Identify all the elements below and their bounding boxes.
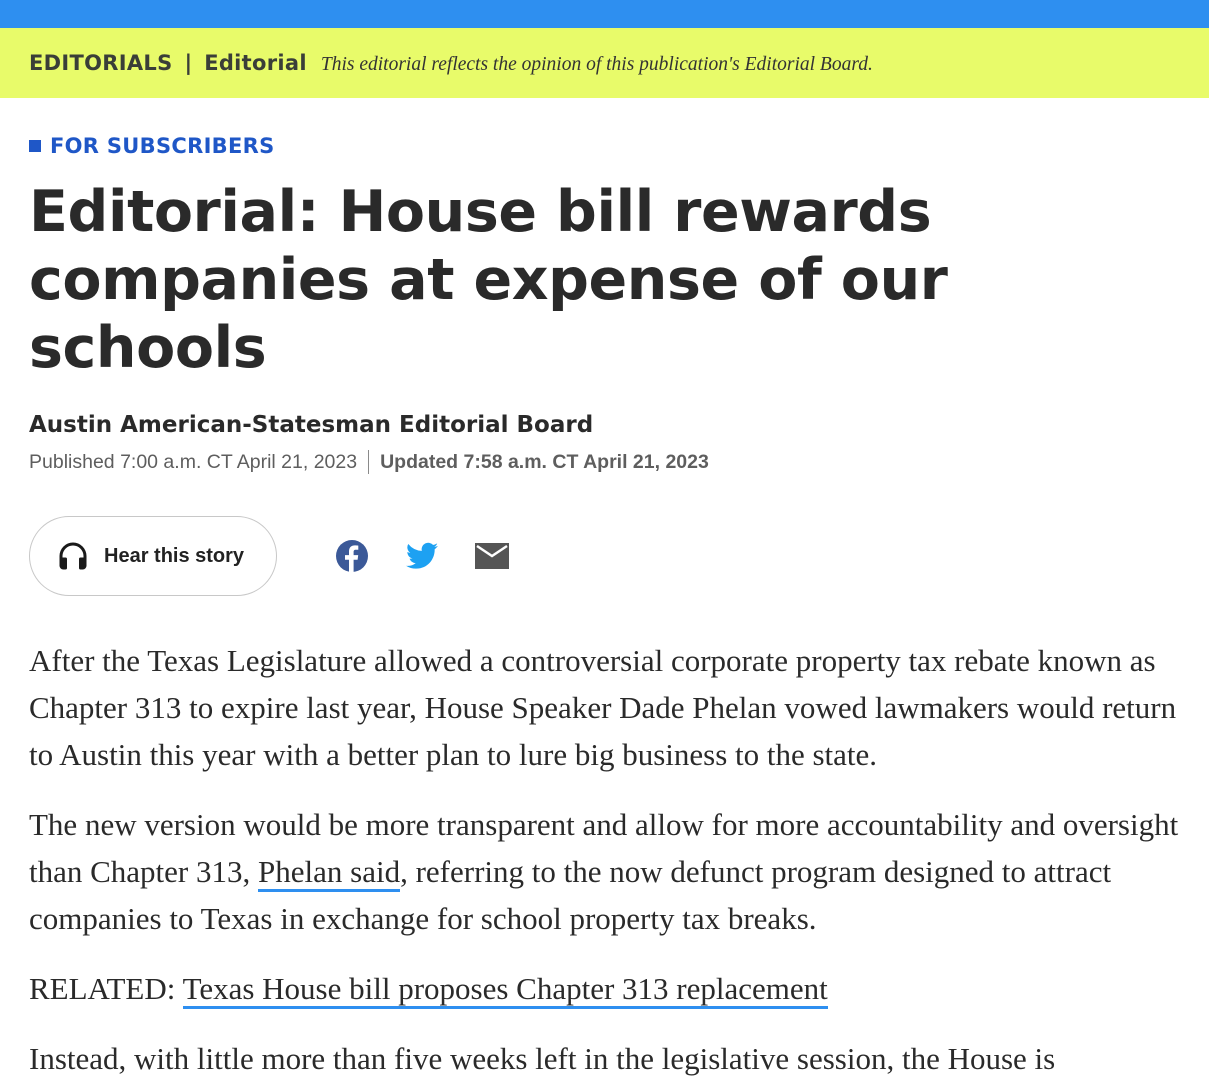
banner-separator: |	[184, 51, 193, 75]
updated-date: Updated 7:58 a.m. CT April 21, 2023	[380, 450, 709, 473]
headphones-icon	[55, 538, 91, 574]
published-date: Published 7:00 a.m. CT April 21, 2023	[29, 450, 358, 473]
section-link-editorial[interactable]: Editorial	[204, 51, 307, 75]
paragraph-2-text-a: The new version would be more transparent and allow for more accountability and oversight than Chapter 313,	[29, 807, 1179, 889]
phelan-said-link[interactable]: Phelan said	[258, 854, 400, 892]
share-buttons	[335, 539, 545, 573]
subscribers-text: FOR SUBSCRIBERS	[50, 134, 275, 158]
paragraph-4: Instead, with little more than five weeks left in the legislative session, the House is	[29, 1041, 1056, 1076]
facebook-share-button[interactable]	[335, 539, 369, 573]
article-body	[29, 637, 1189, 1082]
editorial-note: This editorial reflects the opinion of this publication's Editorial Board.	[320, 53, 873, 75]
dates	[29, 449, 1209, 475]
related-paragraph	[29, 965, 1189, 1012]
article-actions	[29, 515, 1209, 597]
email-icon	[475, 543, 509, 569]
related-article-link[interactable]: Texas House bill proposes Chapter 313 replacement	[183, 971, 828, 1009]
hear-this-story-button[interactable]	[29, 516, 277, 596]
email-share-button[interactable]	[475, 539, 509, 573]
related-label: RELATED:	[29, 971, 183, 1006]
section-link-editorials[interactable]: EDITORIALS	[29, 51, 173, 75]
article	[0, 134, 1209, 1082]
subscribers-label	[29, 134, 1209, 158]
twitter-share-button[interactable]	[405, 539, 439, 573]
section-banner	[0, 28, 1209, 98]
byline: Austin American-Statesman Editorial Board	[29, 412, 594, 438]
headline: Editorial: House bill rewards companies at expense of our schools	[29, 179, 948, 381]
top-color-bar	[0, 0, 1209, 28]
subscribers-square-icon	[29, 140, 41, 152]
paragraph-2	[29, 801, 1189, 942]
date-divider	[368, 450, 369, 474]
paragraph-1: After the Texas Legislature allowed a controversial corporate property tax rebate known as Chapter 313 to expire last year, House Speaker Dade Phelan vowed lawmakers would return to Austin this year with a better plan to lure big business to the state.	[29, 643, 1177, 772]
facebook-icon	[336, 540, 368, 572]
paragraph-2-text-b: , referring to the now defunct program designed to attract companies to Texas in exchange for school property tax breaks.	[29, 854, 1112, 936]
twitter-icon	[406, 542, 438, 570]
hear-this-story-label: Hear this story	[104, 544, 245, 567]
